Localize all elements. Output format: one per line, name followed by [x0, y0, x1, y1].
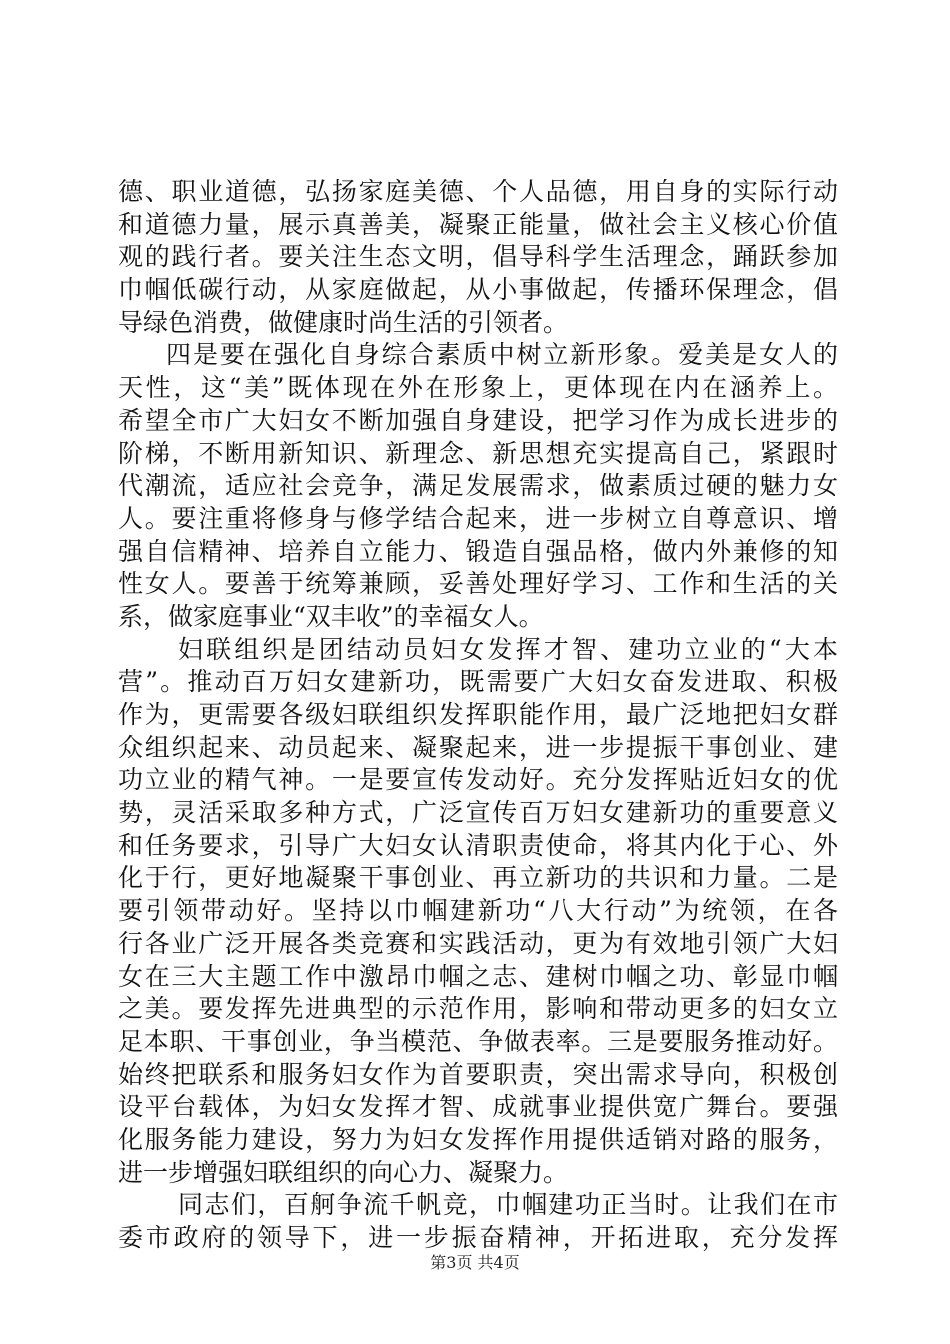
text-line: 设平台载体，为妇女发挥才智、成就事业提供宽广舞台。要强	[118, 1092, 838, 1122]
text-line: 德、职业道德，弘扬家庭美德、个人品德，用自身的实际行动	[118, 177, 838, 206]
text-line: 行各业广泛开展各类竞赛和实践活动，更为有效地引领广大妇	[118, 928, 838, 958]
text-line: 希望全市广大妇女不断加强自身建设，把学习作为成长进步的	[118, 405, 838, 435]
text-line: 委市政府的领导下，进一步振奋精神，开拓进取，充分发挥	[118, 1223, 838, 1252]
text-line: 要引领带动好。坚持以巾帼建新功“八大行动”为统领，在各	[118, 896, 838, 926]
text-line: 性女人。要善于统筹兼顾，妥善处理好学习、工作和生活的关	[118, 569, 838, 599]
text-line: 势，灵活采取多种方式，广泛宣传百万妇女建新功的重要意义	[118, 798, 838, 828]
document-body	[118, 176, 838, 1255]
text-line: 同志们，百舸争流千帆竞，巾帼建功正当时。让我们在市	[178, 1190, 838, 1220]
text-line: 天性，这“美”既体现在外在形象上，更体现在内在涵养上。	[118, 373, 838, 403]
text-line: 强自信精神、培养自立能力、锻造自强品格，做内外兼修的知	[118, 536, 838, 566]
text-line: 作为，更需要各级妇联组织发挥职能作用，最广泛地把妇女群	[118, 700, 838, 729]
text-line: 阶梯，不断用新知识、新理念、新思想充实提高自己，紧跟时	[118, 438, 838, 468]
text-line: 营”。推动百万妇女建新功，既需要广大妇女奋发进取、积极	[118, 667, 838, 697]
text-line: 系，做家庭事业“双丰收”的幸福女人。	[118, 601, 544, 631]
text-line: 之美。要发挥先进典型的示范作用，影响和带动更多的妇女立	[118, 994, 838, 1024]
text-line: 妇联组织是团结动员妇女发挥才智、建功立业的“大本	[178, 634, 838, 664]
text-line: 化服务能力建设，努力为妇女发挥作用提供适销对路的服务，	[118, 1124, 838, 1154]
text-line: 四是要在强化自身综合素质中树立新形象。爱美是女人的	[166, 340, 838, 370]
text-line: 导绿色消费，做健康时尚生活的引领者。	[118, 307, 569, 337]
text-line: 女在三大主题工作中激昂巾帼之志、建树巾帼之功、彰显巾帼	[118, 961, 838, 991]
text-line: 代潮流，适应社会竞争，满足发展需求，做素质过硬的魅力女	[118, 471, 838, 501]
text-line: 和任务要求，引导广大妇女认清职责使命，将其内化于心、外	[118, 830, 838, 860]
text-line: 巾帼低碳行动，从家庭做起，从小事做起，传播环保理念，倡	[118, 275, 838, 305]
text-line: 众组织起来、动员起来、凝聚起来，进一步提振干事创业、建	[118, 732, 838, 762]
text-line: 和道德力量，展示真善美，凝聚正能量，做社会主义核心价值	[118, 209, 838, 239]
text-line: 足本职、干事创业，争当模范、争做表率。三是要服务推动好。	[118, 1026, 838, 1056]
page-number-footer: 第3页 共4页	[430, 1253, 520, 1272]
text-line: 始终把联系和服务妇女作为首要职责，突出需求导向，积极创	[118, 1059, 838, 1089]
text-line: 观的践行者。要关注生态文明，倡导科学生活理念，踊跃参加	[118, 242, 838, 272]
text-line: 人。要注重将修身与修学结合起来，进一步树立自尊意识、增	[118, 503, 838, 533]
text-line: 功立业的精气神。一是要宣传发动好。充分发挥贴近妇女的优	[118, 765, 838, 795]
text-line: 化于行，更好地凝聚干事创业、再立新功的共识和力量。二是	[118, 863, 838, 893]
text-line: 进一步增强妇联组织的向心力、凝聚力。	[118, 1157, 569, 1187]
